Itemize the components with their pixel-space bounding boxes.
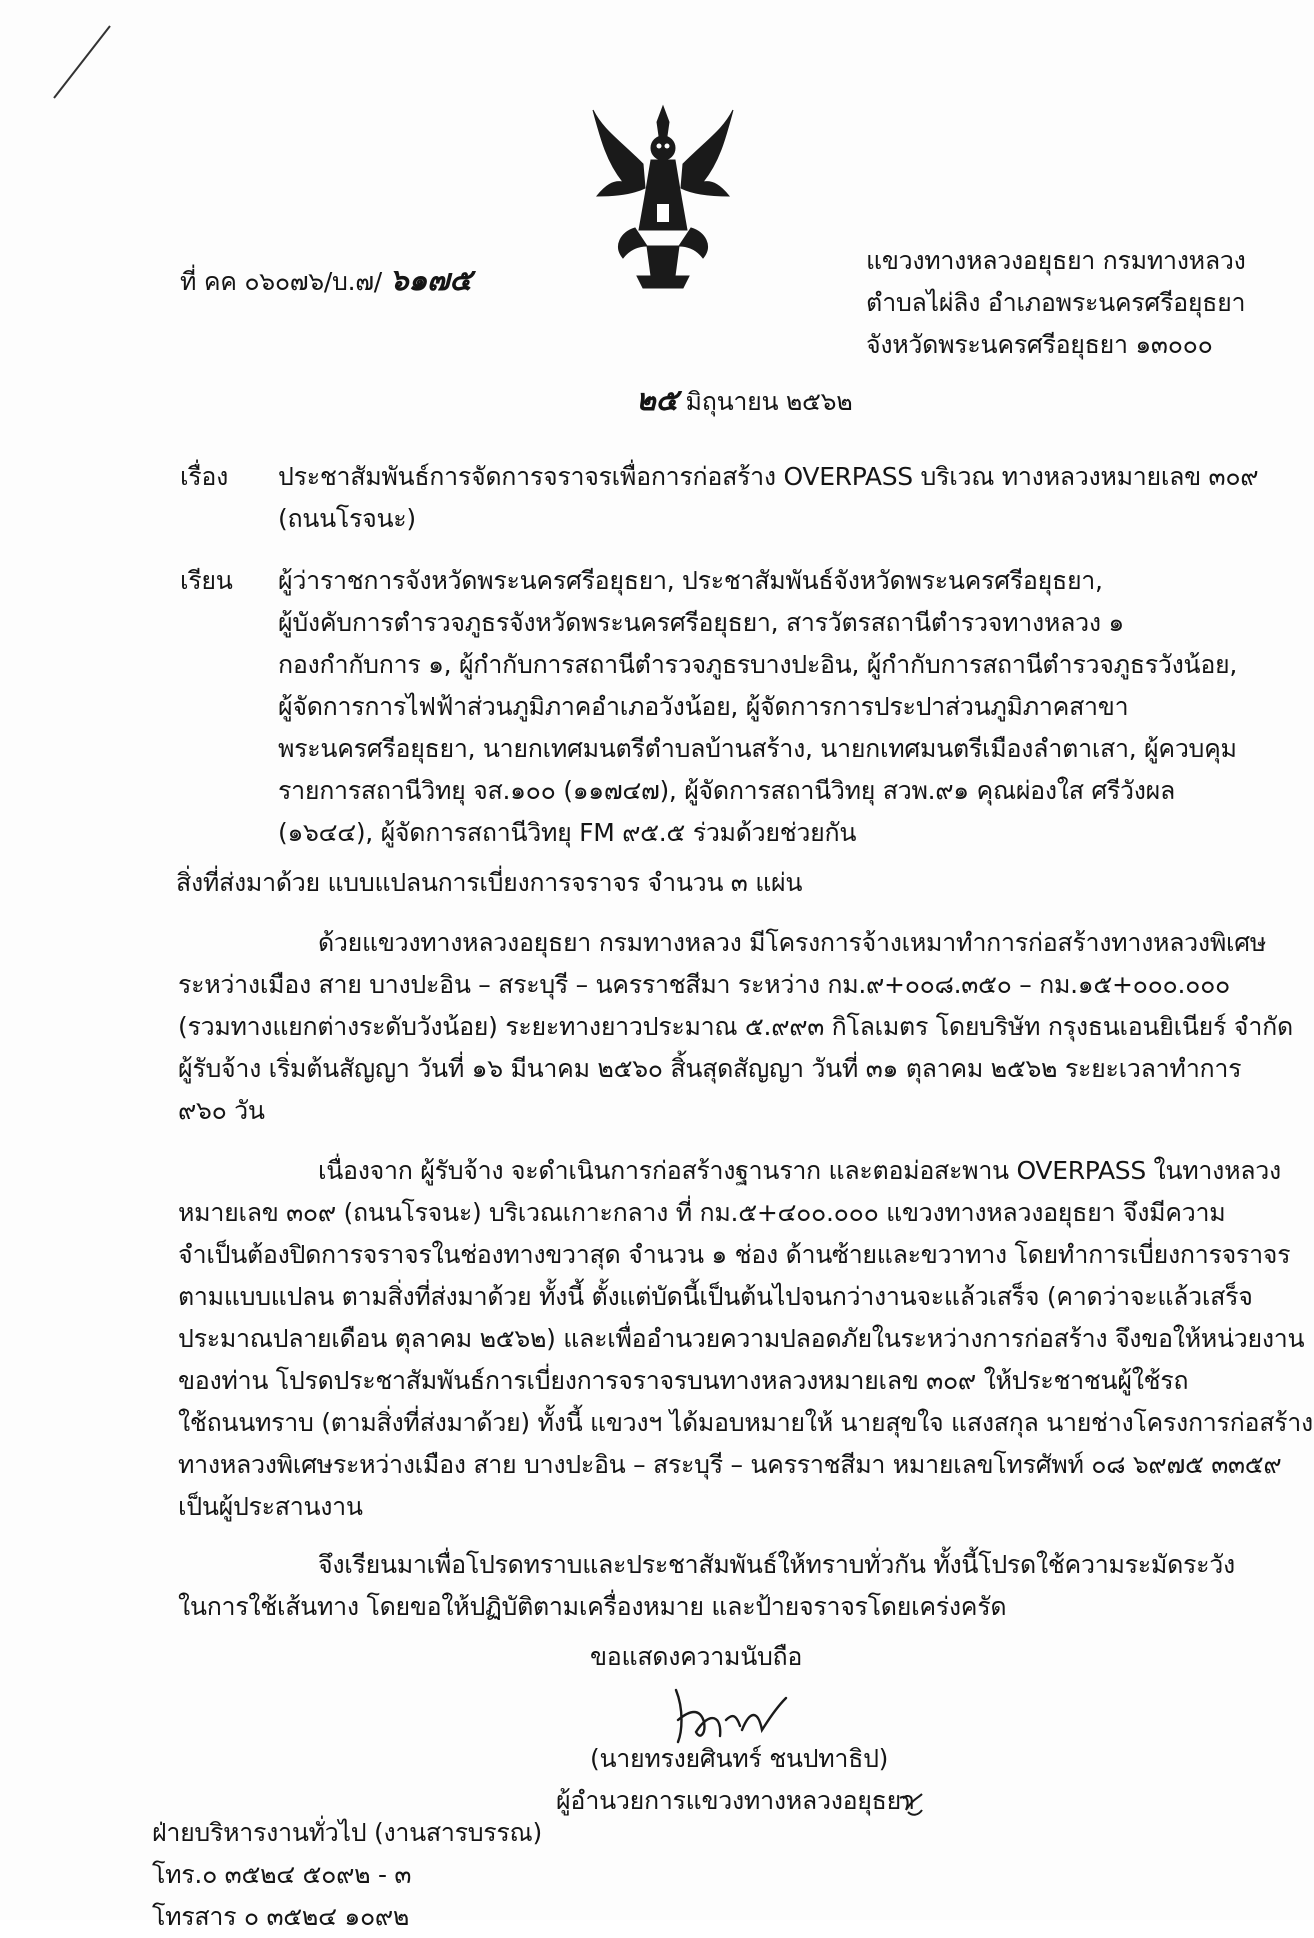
pen-mark-icon bbox=[52, 22, 112, 102]
enclosure-line: สิ่งที่ส่งมาด้วย แบบแปลนการเบี่ยงการจราจร จำนวน ๓ แผ่น bbox=[176, 868, 803, 897]
signer-name: (นายทรงยศินทร์ ชนปทาธิป) bbox=[590, 1744, 889, 1773]
document-number: ที่ คค ๐๖๐๗๖/บ.๗/ ๖๑๗๕ bbox=[180, 263, 472, 298]
letter-date: ๒๕ มิถุนายน ๒๕๖๒ bbox=[636, 383, 853, 418]
signer-position: ผู้อำนวยการแขวงทางหลวงอยุธยา bbox=[556, 1786, 915, 1815]
subject-text: ประชาสัมพันธ์การจัดการจราจรเพื่อการก่อสร้าง OVERPASS บริเวณ ทางหลวงหมายเลข ๓๐๙ (ถนนโรจนะ) bbox=[278, 462, 1259, 533]
garuda-emblem-icon bbox=[583, 100, 743, 290]
body-paragraph-2: เนื่องจาก ผู้รับจ้าง จะดำเนินการก่อสร้างฐานราก และตอม่อสะพาน OVERPASS ในทางหลวง หมายเลข ๓๐๙ (ถนนโรจนะ) บริเวณเกาะกลาง ที่ กม.๕+๔๐๐.๐๐๐ แขวงทางหลวงอยุธยา จึงมีความ จำเป็นต้องปิดการจราจรในช่องทางขวาสุด จำนวน ๑ ช่อง ด้านซ้ายและขวาทาง โดยทำการเบี่ยงการจราจร ตามแบบแปลน ตามสิ่งที่ส่งมาด้วย ทั้งนี้ ตั้งแต่บัดนี้เป็นต้นไปจนกว่างานจะแล้วเสร็จ (คาดว่าจะแล้วเสร็จ ประมาณปลายเดือน ตุลาคม ๒๕๖๒) และเพื่ออำนวยความปลอดภัยในระหว่างการก่อสร้าง จึงขอให้หน่วยงาน ของท่าน โปรดประชาสัมพันธ์การเบี่ยงการจราจรบนทางหลวงหมายเลข ๓๐๙ ให้ประชาชนผู้ใช้รถ ใช้ถนนทราบ (ตามสิ่งที่ส่งมาด้วย) ทั้งนี้ แขวงฯ ได้มอบหมายให้ นายสุขใจ แสงสกุล นายช่างโครงการก่อสร้าง ทางหลวงพิเศษระหว่างเมือง สาย บางปะอิน – สระบุรี – นครราชสีมา หมายเลขโทรศัพท์ ๐๘ ๖๙๗๕ ๓๓๕๙ เป็นผู้ประสานงาน bbox=[178, 1156, 1313, 1521]
body-paragraph-1: ด้วยแขวงทางหลวงอยุธยา กรมทางหลวง มีโครงการจ้างเหมาทำการก่อสร้างทางหลวงพิเศษ ระหว่างเมือง สาย บางปะอิน – สระบุรี – นครราชสีมา ระหว่าง กม.๙+๐๐๘.๓๕๐ – กม.๑๕+๐๐๐.๐๐๐ (รวมทางแยกต่างระดับวังน้อย) ระยะทางยาวประมาณ ๕.๙๙๓ กิโลเมตร โดยบริษัท กรุงธนเอนยิเนียร์ จำกัด ผู้รับจ้าง เริ่มต้นสัญญา วันที่ ๑๖ มีนาคม ๒๕๖๐ สิ้นสุดสัญญา วันที่ ๓๑ ตุลาคม ๒๕๖๒ ระยะเวลาทำการ ๙๖๐ วัน bbox=[178, 928, 1293, 1125]
body-paragraph-3: จึงเรียนมาเพื่อโปรดทราบและประชาสัมพันธ์ให้ทราบทั่วกัน ทั้งนี้โปรดใช้ความระมัดระวัง ในการใช้เส้นทาง โดยขอให้ปฏิบัติตามเครื่องหมาย และป้ายจราจรโดยเคร่งครัด bbox=[178, 1550, 1235, 1621]
recipient-label: เรียน bbox=[180, 566, 233, 595]
sender-address: แขวงทางหลวงอยุธยา กรมทางหลวง ตำบลไผ่ลิง อำเภอพระนครศรีอยุธยา จังหวัดพระนครศรีอยุธยา ๑๓๐๐๐ bbox=[866, 246, 1246, 359]
recipient-list: ผู้ว่าราชการจังหวัดพระนครศรีอยุธยา, ประชาสัมพันธ์จังหวัดพระนครศรีอยุธยา, ผู้บังคับการตำรวจภูธรจังหวัดพระนครศรีอยุธยา, สารวัตรสถานีตำรวจทางหลวง ๑ กองกำกับการ ๑, ผู้กำกับการสถานีตำรวจภูธรบางปะอิน, ผู้กำกับการสถานีตำรวจภูธรวังน้อย, ผู้จัดการการไฟฟ้าส่วนภูมิภาคอำเภอวังน้อย, ผู้จัดการการประปาส่วนภูมิภาคสาขา พระนครศรีอยุธยา, นายกเทศมนตรีตำบลบ้านสร้าง, นายกเทศมนตรีเมืองลำตาเสา, ผู้ควบคุม รายการสถานีวิทยุ จส.๑๐๐ (๑๑๗๔๗), ผู้จัดการสถานีวิทยุ สวพ.๙๑ คุณผ่องใส ศรีวังผล (๑๖๔๔), ผู้จัดการสถานีวิทยุ FM ๙๕.๕ ร่วมด้วยช่วยกัน bbox=[278, 566, 1238, 847]
subject-label: เรื่อง bbox=[180, 462, 228, 491]
contact-info: ฝ่ายบริหารงานทั่วไป (งานสารบรรณ) โทร.๐ ๓๕๒๔ ๕๐๙๒ - ๓ โทรสาร ๐ ๓๕๒๔ ๑๐๙๒ bbox=[152, 1818, 542, 1931]
handwritten-date-day: ๒๕ bbox=[636, 383, 678, 418]
handwritten-doc-number: ๖๑๗๕ bbox=[389, 263, 472, 298]
closing-phrase: ขอแสดงความนับถือ bbox=[590, 1642, 803, 1671]
initial-mark-icon bbox=[896, 1790, 926, 1820]
